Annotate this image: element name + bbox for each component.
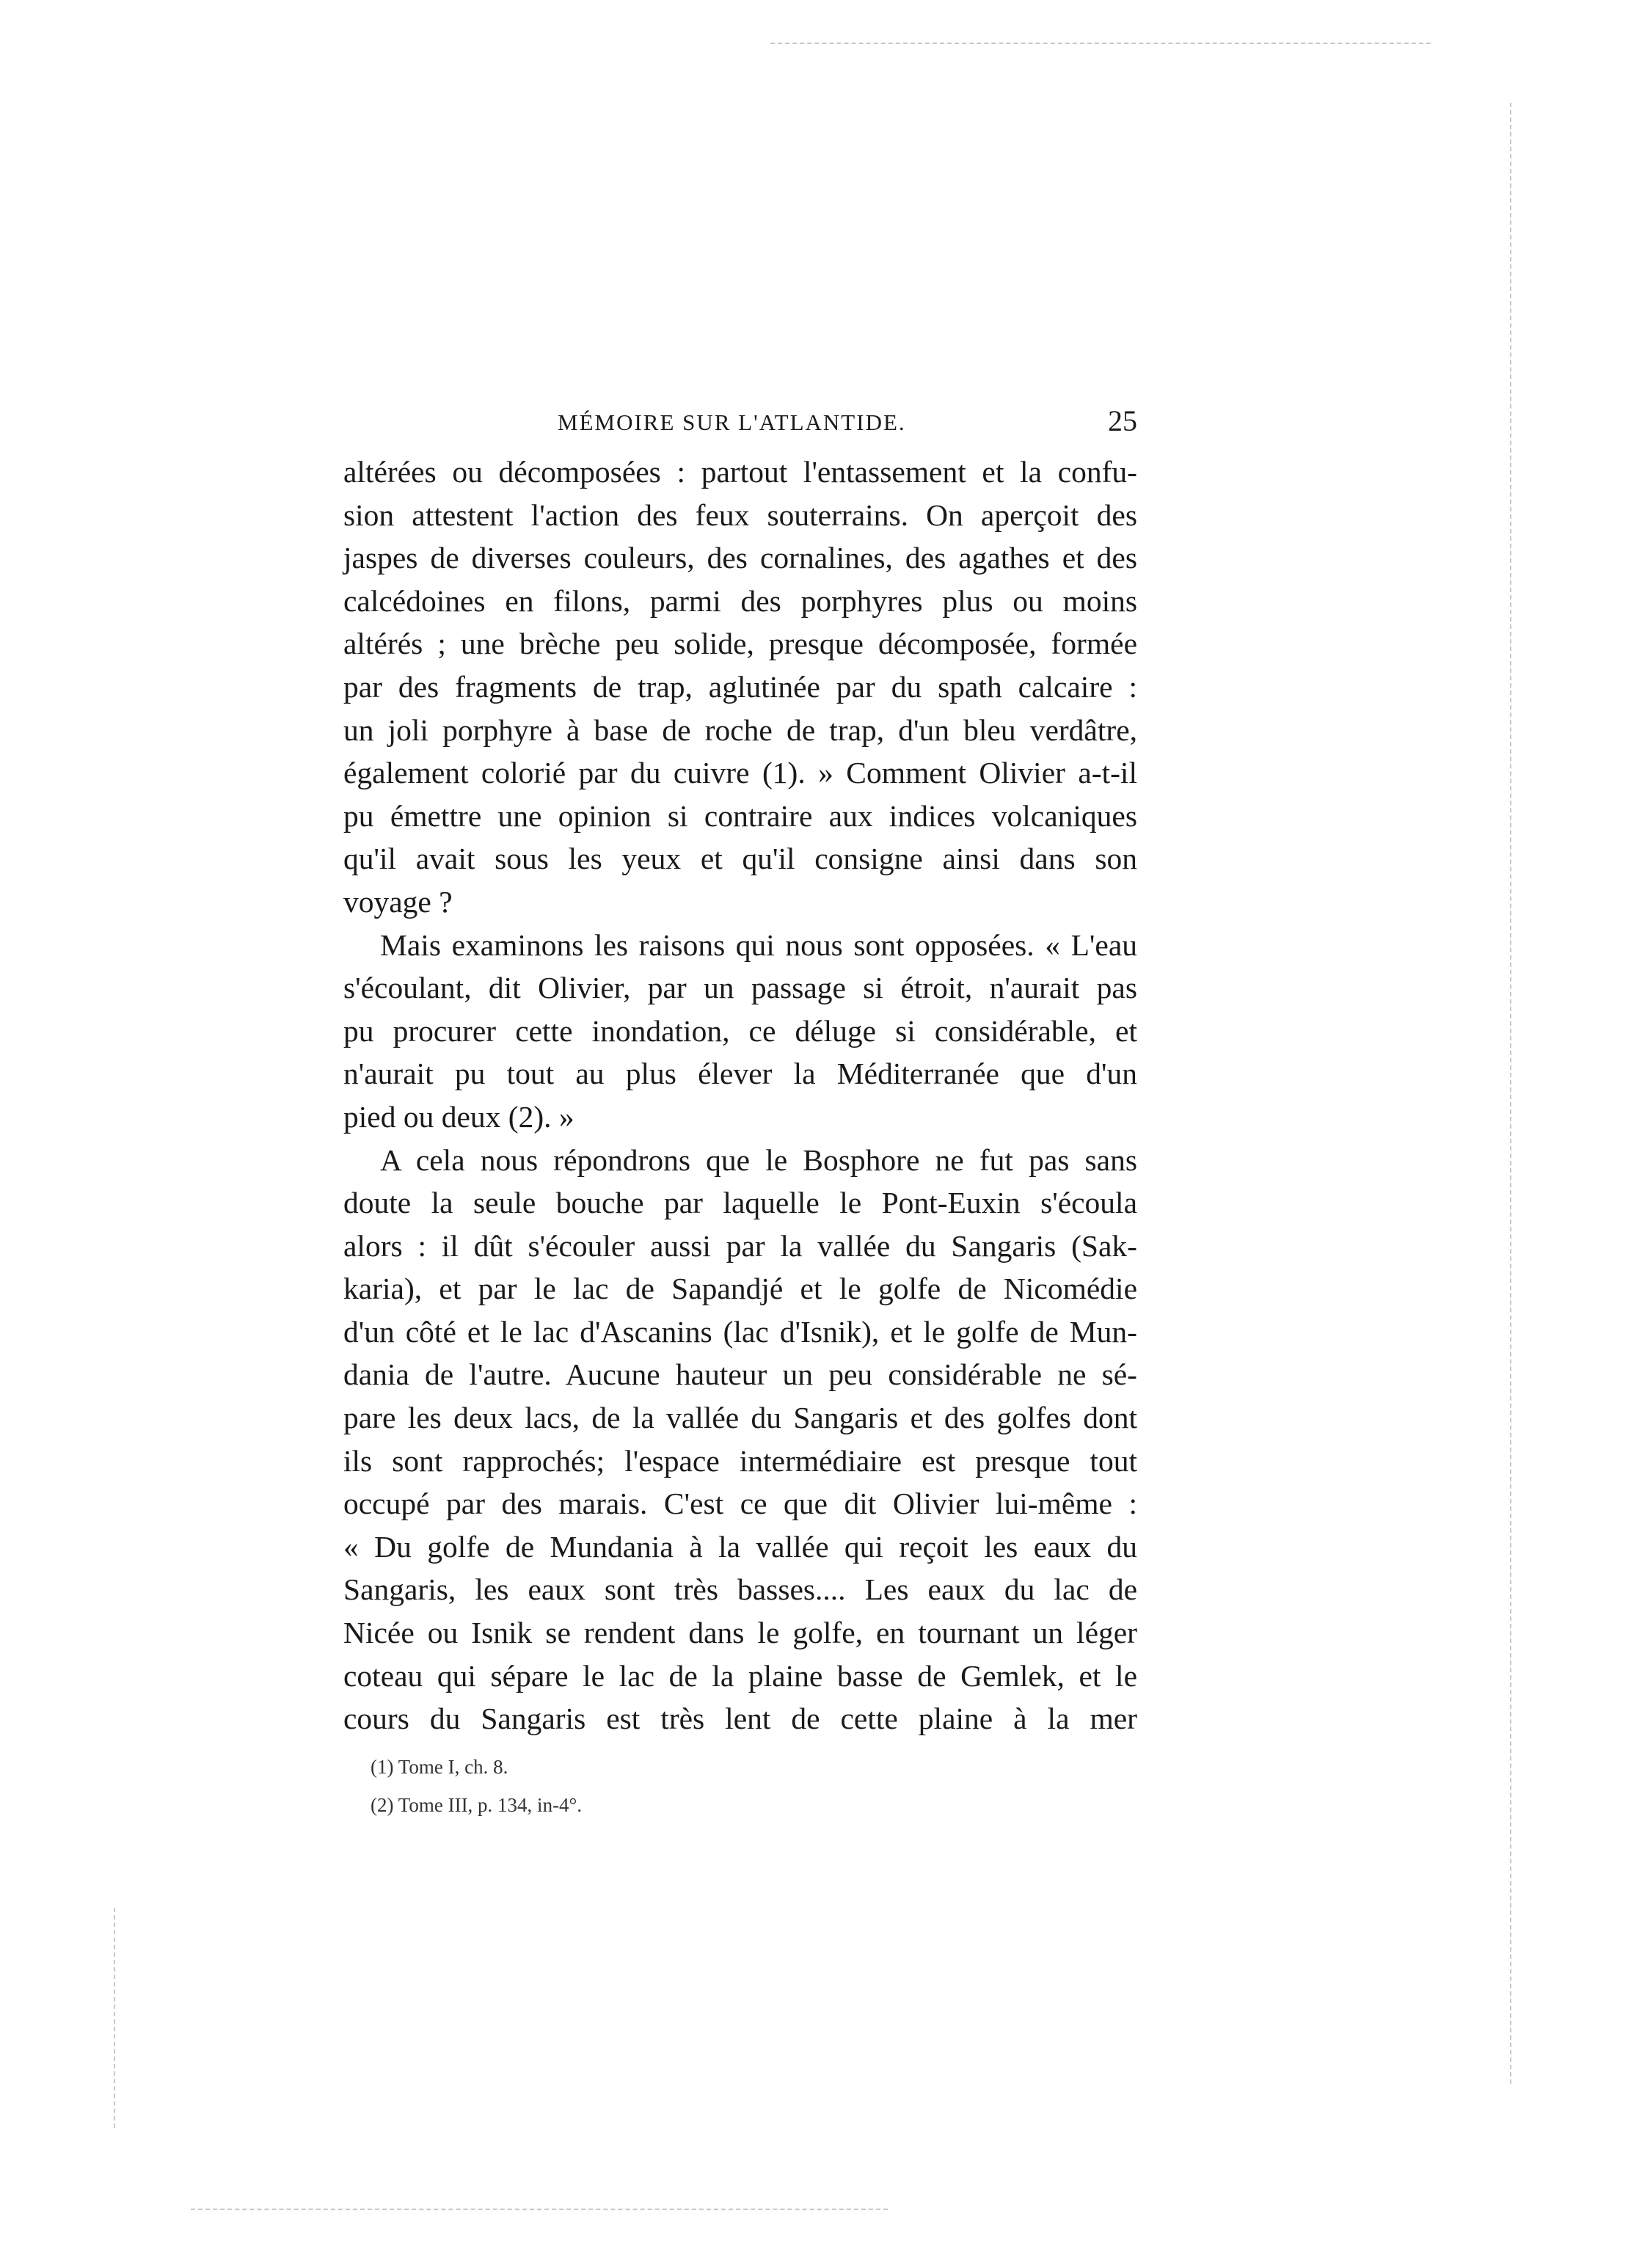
text-line: pare les deux lacs, de la vallée du Sangaris et des golfes dont xyxy=(343,1401,1137,1435)
footnote: (1) Tome I, ch. 8. xyxy=(371,1756,508,1778)
text-line: pu procurer cette inondation, ce déluge si considérable, et xyxy=(343,1013,1137,1048)
text-line: Sangaris, les eaux sont très basses.... Les eaux du lac de xyxy=(343,1572,1137,1607)
body-text xyxy=(343,451,1137,1740)
paragraph-end xyxy=(343,1095,1137,1139)
page-header xyxy=(345,404,1152,448)
paragraph-end xyxy=(343,880,1137,924)
text-line: dania de l'autre. Aucune hauteur un peu considérable ne sé- xyxy=(343,1357,1137,1392)
text-line: d'un côté et le lac d'Ascanins (lac d'Isnik), et le golfe de Mun- xyxy=(343,1314,1137,1349)
text-line: calcédoines en filons, parmi des porphyres plus ou moins xyxy=(343,583,1137,618)
footnotes xyxy=(371,1748,582,1824)
text-line: doute la seule bouche par laquelle le Pont-Euxin s'écoula xyxy=(343,1186,1137,1220)
right-edge-mark xyxy=(1510,103,1511,2084)
paragraph xyxy=(343,924,1137,1095)
text-line: altérés ; une brèche peu solide, presque décomposée, formée xyxy=(343,627,1137,661)
text-line: Mais examinons les raisons qui nous sont opposées. « L'eau xyxy=(380,927,1137,962)
text-line: par des fragments de trap, aglutinée par du spath calcaire : xyxy=(343,669,1137,704)
left-edge-mark xyxy=(114,1908,115,2128)
text-line: voyage ? xyxy=(343,884,453,919)
text-line: également colorié par du cuivre (1). » Comment Olivier a-t-il xyxy=(343,756,1137,790)
text-line: ils sont rapprochés; l'espace intermédiaire est presque tout xyxy=(343,1443,1137,1478)
text-line: qu'il avait sous les yeux et qu'il consigne ainsi dans son xyxy=(343,842,1137,876)
running-title: MÉMOIRE SUR L'ATLANTIDE. xyxy=(558,409,906,435)
paragraph xyxy=(343,1139,1137,1740)
text-line: Nicée ou Isnik se rendent dans le golfe, en tournant un léger xyxy=(343,1616,1137,1650)
text-line: altérées ou décomposées : partout l'entassement et la confu- xyxy=(343,455,1137,489)
footnote: (2) Tome III, p. 134, in-4°. xyxy=(371,1794,583,1816)
text-line: pu émettre une opinion si contraire aux indices volcaniques xyxy=(343,798,1137,833)
page-number: 25 xyxy=(1108,404,1137,437)
text-line: s'écoulant, dit Olivier, par un passage si étroit, n'aurait pas xyxy=(343,971,1137,1005)
text-line: karia), et par le lac de Sapandjé et le golfe de Nicomédie xyxy=(343,1272,1137,1306)
text-line: un joli porphyre à base de roche de trap, d'un bleu verdâtre, xyxy=(343,712,1137,747)
text-line: sion attestent l'action des feux souterrains. On aperçoit des xyxy=(343,497,1137,532)
text-line: pied ou deux (2). » xyxy=(343,1099,574,1134)
text-line: « Du golfe de Mundania à la vallée qui reçoit les eaux du xyxy=(343,1529,1137,1564)
text-line: cours du Sangaris est très lent de cette plaine à la mer xyxy=(343,1702,1137,1736)
text-line: n'aurait pu tout au plus élever la Méditerranée que d'un xyxy=(343,1057,1137,1091)
text-line: jaspes de diverses couleurs, des cornalines, des agathes et des xyxy=(343,541,1137,575)
paragraph xyxy=(343,451,1137,880)
text-line: occupé par des marais. C'est ce que dit Olivier lui-même : xyxy=(343,1487,1137,1521)
top-edge-mark xyxy=(770,43,1431,44)
text-line: alors : il dût s'écouler aussi par la vallée du Sangaris (Sak- xyxy=(343,1228,1137,1263)
text-line: coteau qui sépare le lac de la plaine basse de Gemlek, et le xyxy=(343,1658,1137,1693)
bottom-edge-mark xyxy=(191,2209,888,2210)
text-line: A cela nous répondrons que le Bosphore ne fut pas sans xyxy=(380,1142,1137,1177)
